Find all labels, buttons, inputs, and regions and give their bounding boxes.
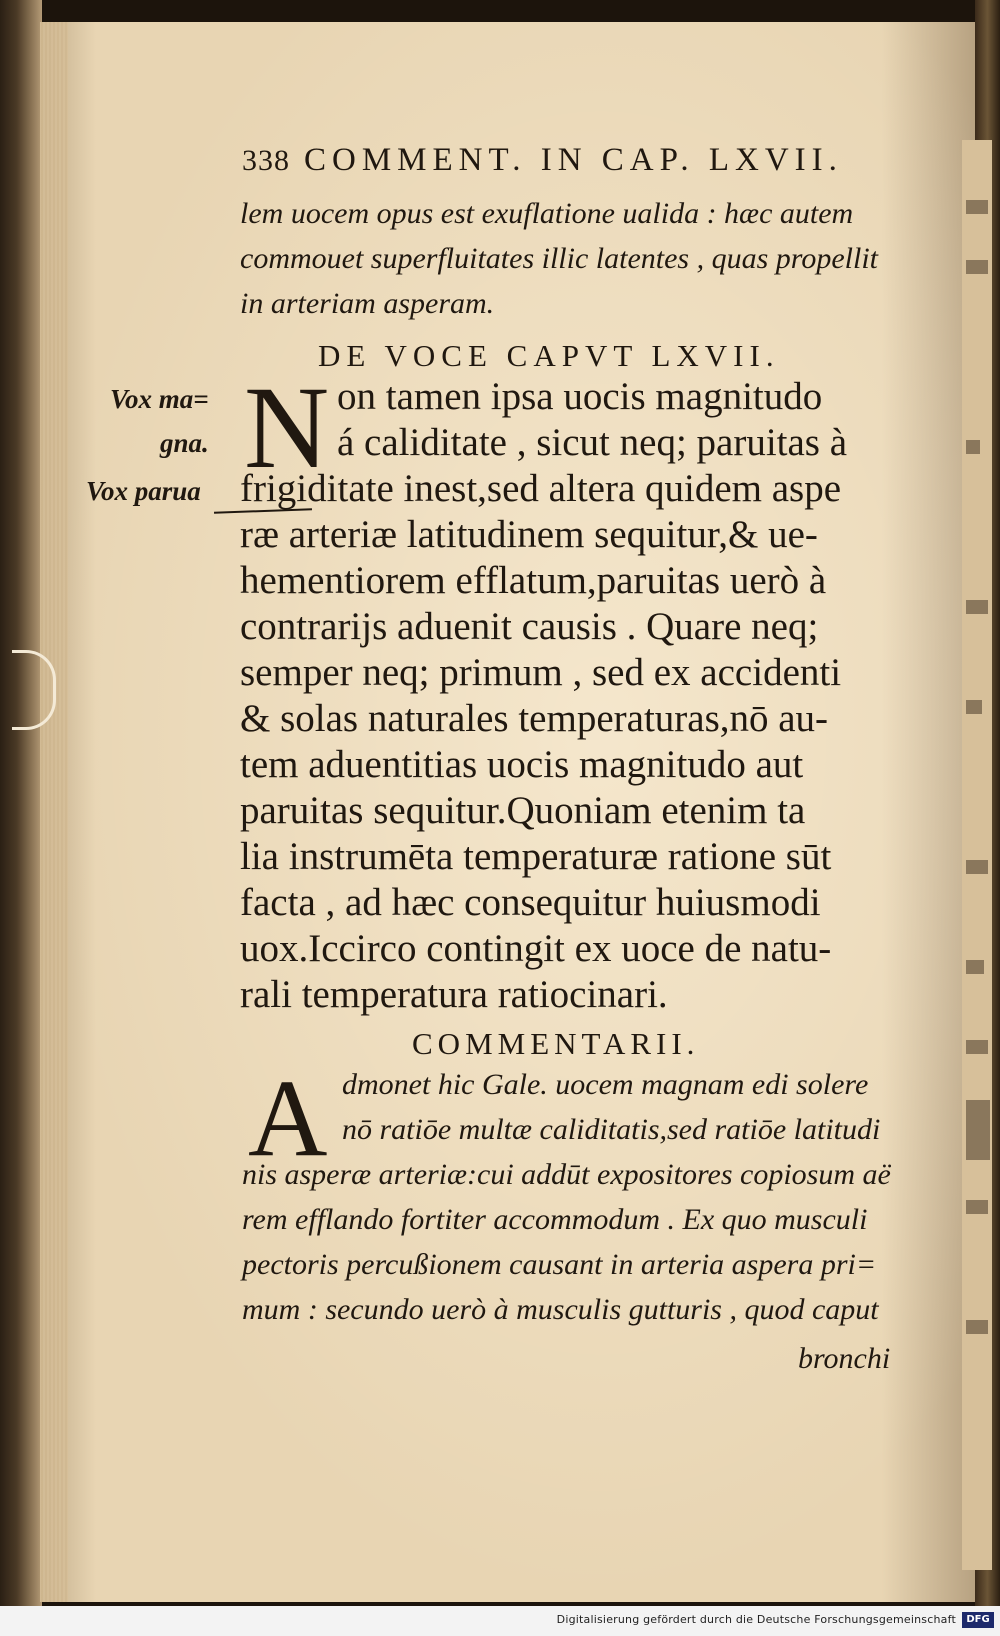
commentary-heading: COMMENTARII. [412, 1026, 700, 1061]
text-line: á caliditate , sicut neq; paruitas à [337, 421, 848, 464]
page-stack-edge [40, 22, 68, 1602]
continued-commentary [240, 191, 915, 326]
text-line: semper neq; primum , sed ex accidenti [240, 651, 842, 694]
text-line: paruitas sequitur.Quoniam etenim ta [240, 789, 806, 832]
text-line: pectoris percußionem causant in arteria aspera pri= [242, 1248, 877, 1281]
text-line: uox.Iccirco contingit ex uoce de natu- [240, 927, 832, 970]
text-line: frigiditate inest,sed altera quidem aspe [240, 467, 842, 510]
text-line: on tamen ipsa uocis magnitudo [337, 375, 823, 418]
text-line: dmonet hic Gale. uocem magnam edi solere [342, 1068, 869, 1101]
dfg-logo: DFG [962, 1612, 994, 1628]
page-clip [12, 650, 56, 730]
margin-note: Vox parua [86, 476, 201, 506]
text-line: rem efflando fortiter accommodum . Ex quo musculi [242, 1203, 868, 1236]
page-number: 338 [242, 144, 290, 177]
text-line: lem uocem opus est exuflatione ualida : hæc autem [240, 197, 854, 230]
text-line: hementiorem efflatum,paruitas uerò à [240, 559, 827, 602]
chapter-heading: DE VOCE CAPVT LXVII. [318, 338, 780, 373]
digitization-footer [0, 1606, 1000, 1636]
margin-note: gna. [160, 428, 209, 458]
margin-note: Vox ma= [110, 384, 209, 414]
text-line: commouet superfluitates illic latentes , quas propellit [240, 242, 878, 275]
text-line: in arteriam asperam. [240, 287, 495, 320]
text-line: tem aduentitias uocis magnitudo aut [240, 743, 804, 786]
text-line: nō ratiōe multæ caliditatis,sed ratiōe latitudi [342, 1113, 881, 1146]
text-line: & solas naturales temperaturas,nō au- [240, 697, 829, 740]
text-line: contrarijs aduenit causis . Quare neq; [240, 605, 819, 648]
footer-credit: Digitalisierung gefördert durch die Deutsche Forschungsgemeinschaft [556, 1613, 956, 1626]
text-line: lia instrumēta temperaturæ ratione sūt [240, 835, 832, 878]
text-line: ræ arteriæ latitudinem sequitur,& ue- [240, 513, 818, 556]
drop-capital: N [244, 362, 330, 493]
adjacent-page-strip [962, 140, 992, 1570]
text-line: rali temperatura ratiocinari. [240, 973, 668, 1016]
text-line: facta , ad hæc consequitur huiusmodi [240, 881, 821, 924]
drop-capital: A [248, 1057, 328, 1179]
left-binding [0, 0, 42, 1636]
text-line: nis asperæ arteriæ:cui addūt expositores copiosum aë [242, 1158, 891, 1191]
running-header [242, 142, 942, 179]
running-title: COMMENT. IN CAP. LXVII. [304, 142, 843, 178]
text-line: mum : secundo uerò à musculis gutturis , quod caput [242, 1293, 879, 1326]
catchword: bronchi [798, 1342, 891, 1375]
